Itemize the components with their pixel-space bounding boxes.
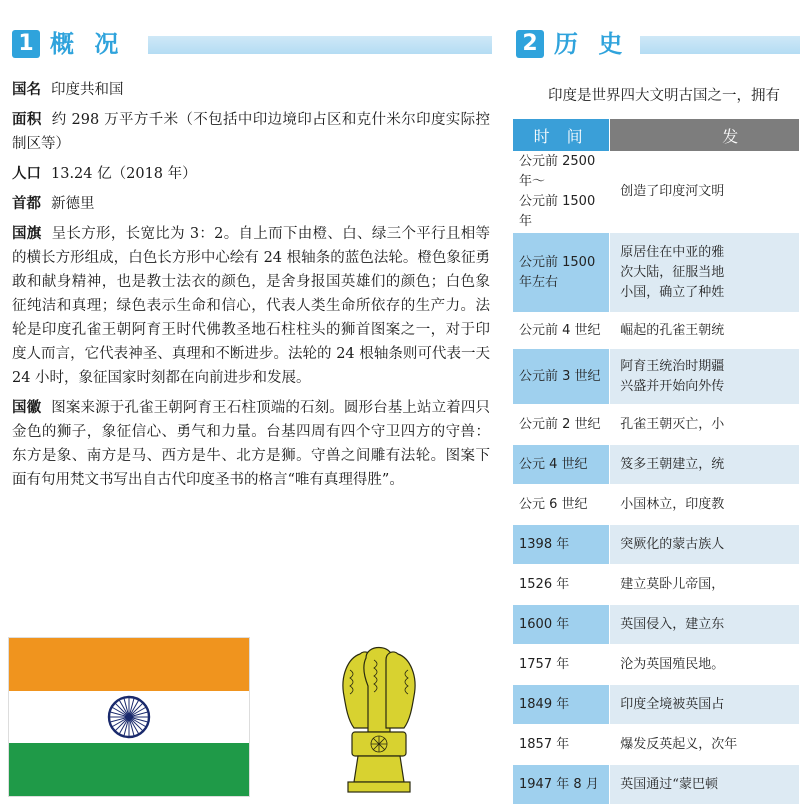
cell-event: 英国侵入，建立东: [610, 605, 800, 645]
cell-event: 英国通过“蒙巴顿: [610, 765, 800, 805]
cell-time: 1526 年: [513, 565, 610, 605]
table-row: [513, 485, 800, 525]
overview-entry-area: [12, 108, 490, 156]
cell-time: 公元前 2500 年～ 公元前 1500 年: [513, 152, 610, 233]
column-header-time: 时 间: [513, 119, 610, 152]
cell-event: 突厥化的蒙古族人: [610, 525, 800, 565]
entry-text: 新德里: [51, 196, 95, 212]
table-row: [513, 525, 800, 565]
overview-text: [12, 78, 490, 492]
cell-time: 公元前 4 世纪: [513, 313, 610, 349]
table-row: [513, 565, 800, 605]
section-title-bar: [640, 36, 800, 54]
cell-event: 爆发反英起义，次年: [610, 725, 800, 765]
table-header-row: [513, 119, 800, 152]
entry-text: 约 298 万平方千米（不包括中印边境印占区和克什米尔印度实际控制区等）: [12, 112, 490, 152]
entry-label: 国名: [12, 82, 41, 98]
overview-entry-population: [12, 162, 490, 186]
entry-label: 面积: [12, 112, 42, 128]
overview-entry-emblem: [12, 396, 490, 492]
cell-time: 公元前 2 世纪: [513, 405, 610, 445]
table-row: [513, 313, 800, 349]
table-row: [513, 233, 800, 313]
section-number-badge: 2: [516, 30, 544, 58]
entry-text: 呈长方形，长宽比为 3：2。自上而下由橙、白、绿三个平行且相等的横长方形组成，白色长方形中心绘有 24 根轴条的蓝色法轮。橙色象征勇敢和献身精神，也是教士法衣的颜色，是舍身报国英雄们的颜色；白色象征纯洁和真理；绿色表示生命和信心，代表人类生命所依存的生产力。法轮是印度孔雀王朝阿育王时代佛教圣地石柱柱头的狮首图案之一，对于印度人而言，它代表神圣、真理和不断进步。法轮的 24 根轴条则可代表一天 24 小时，象征国家时刻都在向前进步和发展。: [12, 226, 490, 386]
table-row: [513, 349, 800, 405]
cell-time: 公元 4 世纪: [513, 445, 610, 485]
entry-text: 13.24 亿（2018 年）: [51, 166, 197, 182]
history-table: [512, 118, 800, 805]
india-flag: [8, 637, 250, 797]
cell-event: 崛起的孔雀王朝统: [610, 313, 800, 349]
entry-text: 印度共和国: [51, 82, 124, 98]
cell-time: 公元 6 世纪: [513, 485, 610, 525]
cell-event: 原居住在中亚的雅 次大陆，征服当地 小国，确立了种姓: [610, 233, 800, 313]
overview-entry-capital: [12, 192, 490, 216]
entry-label: 国徽: [12, 400, 42, 416]
cell-time: 公元前 1500 年左右: [513, 233, 610, 313]
table-row: [513, 605, 800, 645]
column-header-event: 发: [610, 119, 800, 152]
cell-event: 孔雀王朝灭亡，小: [610, 405, 800, 445]
table-row: [513, 405, 800, 445]
section-title: 历 史: [554, 30, 629, 58]
history-table-body: [513, 152, 800, 805]
flag-saffron-band: [9, 638, 249, 691]
cell-event: 阿育王统治时期疆 兴盛并开始向外传: [610, 349, 800, 405]
cell-event: 沦为英国殖民地。: [610, 645, 800, 685]
cell-event: 建立莫卧儿帝国，: [610, 565, 800, 605]
cell-event: 小国林立，印度教: [610, 485, 800, 525]
table-row: [513, 725, 800, 765]
entry-label: 人口: [12, 166, 41, 182]
cell-event: 笈多王朝建立，统: [610, 445, 800, 485]
cell-time: 1947 年 8 月: [513, 765, 610, 805]
ashoka-chakra-icon: [107, 695, 151, 739]
table-row: [513, 445, 800, 485]
cell-time: 公元前 3 世纪: [513, 349, 610, 405]
overview-entry-flag: [12, 222, 490, 390]
history-intro: 印度是世界四大文明古国之一，拥有: [548, 88, 780, 104]
entry-label: 国旗: [12, 226, 42, 242]
table-row: [513, 152, 800, 233]
cell-time: 1857 年: [513, 725, 610, 765]
table-row: [513, 765, 800, 805]
table-row: [513, 685, 800, 725]
section-number-badge: 1: [12, 30, 40, 58]
cell-event: 印度全境被英国占: [610, 685, 800, 725]
section-history-header: [516, 28, 800, 62]
cell-time: 1398 年: [513, 525, 610, 565]
cell-time: 1757 年: [513, 645, 610, 685]
overview-entry-name: [12, 78, 490, 102]
table-row: [513, 645, 800, 685]
cell-time: 1849 年: [513, 685, 610, 725]
entry-label: 首都: [12, 196, 41, 212]
section-title-bar: [148, 36, 492, 54]
section-title: 概 况: [50, 30, 125, 58]
section-overview-header: [12, 28, 490, 62]
flag-green-band: [9, 743, 249, 796]
entry-text: 图案来源于孔雀王朝阿育王石柱顶端的石刻。圆形台基上站立着四只金色的狮子，象征信心、勇气和力量。台基四周有四个守卫四方的守兽：东方是象、南方是马、西方是牛、北方是狮。守兽之间雕有法轮。图案下面有句用梵文书写出自古代印度圣书的格言“唯有真理得胜”。: [12, 400, 491, 488]
cell-event: 创造了印度河文明: [610, 152, 800, 233]
cell-time: 1600 年: [513, 605, 610, 645]
lion-capital-emblem-icon: [338, 636, 420, 796]
